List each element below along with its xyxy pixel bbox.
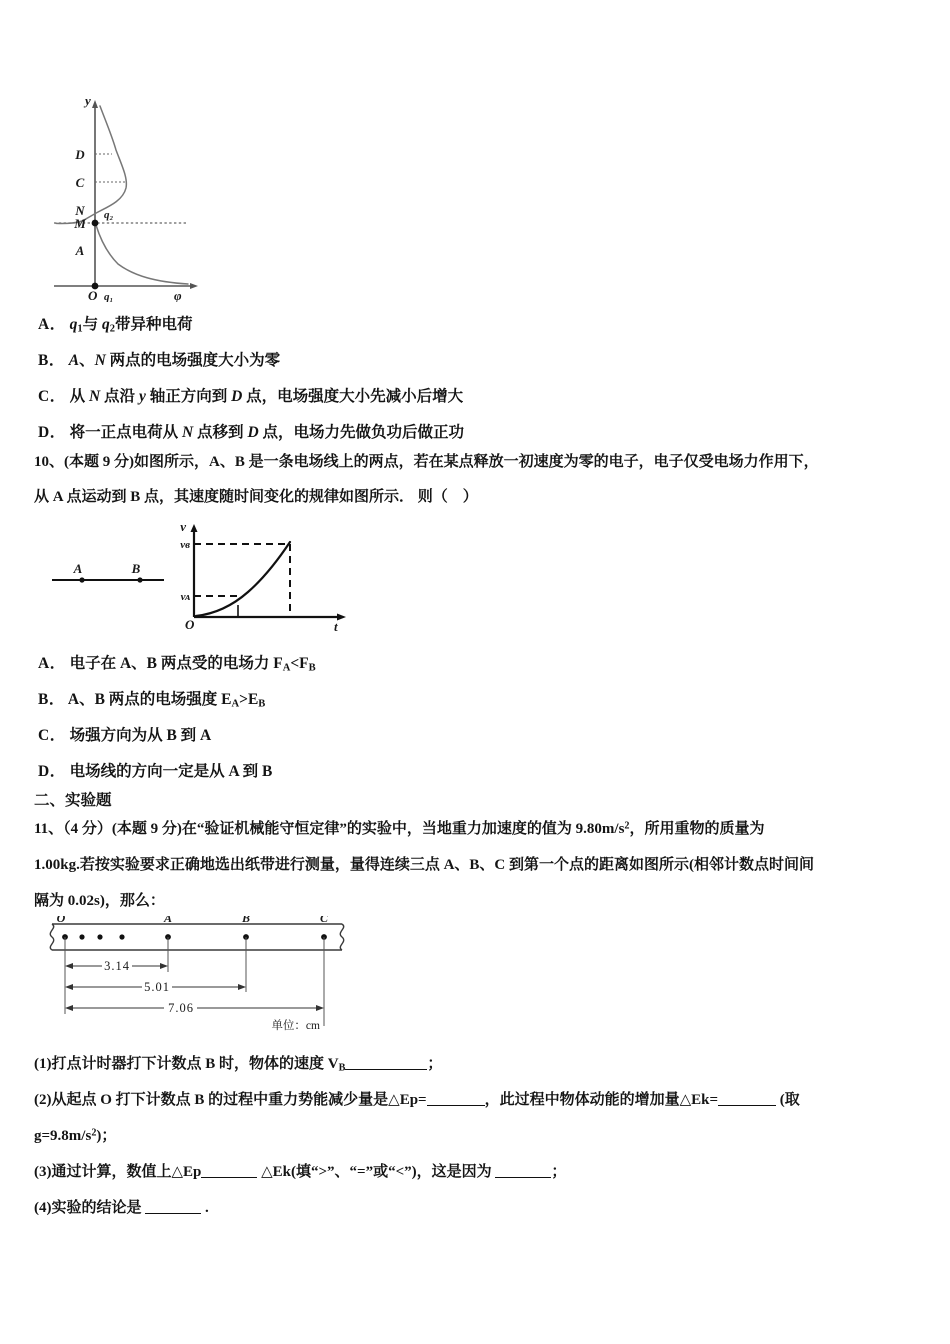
q9-option-C (38, 384, 463, 406)
vt-x-axis-arrow (337, 614, 346, 621)
q9-option-B-text: A、N 两点的电场强度大小为零 (68, 352, 281, 369)
q11-stem-line2: 1.00kg.若按实验要求正确地选出纸带进行测量，量得连续三点 A、B、C 到第一个点的距离如图所示(相邻计数点时间间 (34, 857, 815, 873)
dimension-5-01-value: 5.01 (144, 980, 170, 994)
fig1-point-A-label: A (75, 243, 85, 258)
q11-sub4: (4)实验的结论是 . (34, 1200, 209, 1216)
q10-stem-line1: 10、(本题 9 分)如图所示，A、B 是一条电场线上的两点，若在某点释放一初速度为零的电子，电子仅受电场力作用下， (34, 454, 819, 470)
fig2-point-A-label: A (73, 561, 83, 576)
fig1-point-N-label: N (75, 203, 85, 218)
q10-option-A-text: 电子在 A、B 两点受的电场力 $F_A<F_B$ (69, 655, 316, 674)
q10-option-D (38, 759, 272, 781)
q10-option-B-text: A、B 两点的电场强度 $E_A>E_B$ (67, 691, 266, 710)
q9-option-C-letter: C． (38, 388, 66, 405)
q11-sub1: (1)打点计时器打下计数点 B 时，物体的速度 $V_B$ ； (34, 1056, 443, 1074)
tape-left-torn-edge (50, 924, 53, 950)
q11-sub2: (2)从起点 O 打下计数点 B 的过程中重力势能减少量是△Ep= ，此过程中物体动能的增加量△Ek= (取 (34, 1092, 800, 1108)
fig2-point-B-label: B (131, 561, 141, 576)
q11-stem-line3: 隔为 0.02s)，那么： (34, 893, 165, 909)
vt-y-axis-arrow (191, 524, 198, 532)
fig1-origin-label: O (88, 288, 98, 302)
tape-label-A: A (163, 916, 173, 925)
q10-option-D-text: 电场线的方向一定是从 A 到 B (69, 763, 273, 780)
figure-potential-vs-y (40, 92, 230, 302)
q10-option-B (38, 687, 265, 710)
q10-option-C-letter: C． (38, 727, 66, 744)
dimension-5-01 (65, 980, 246, 994)
q9-option-A-letter: A． (38, 316, 66, 333)
q11-sub3: (3)通过计算，数值上△Ep △Ek(填“>”、“=”或“<”)，这是因为 ； (34, 1164, 567, 1180)
fig1-point-M-label: M (74, 216, 86, 231)
tape-label-O: O (56, 916, 66, 925)
figure2-svg (42, 522, 372, 637)
figure3-svg (42, 916, 382, 1032)
dimension-3-14 (65, 959, 168, 973)
q10-stem-line2: 从 A 点运动到 B 点，其速度随时间变化的规律如图所示． 则（ ） (34, 489, 478, 505)
q10-option-B-letter: B． (38, 691, 65, 708)
curve-upper-branch (56, 106, 126, 224)
q9-option-D-letter: D． (38, 424, 66, 441)
fig1-q2-label: q₂ (104, 209, 114, 221)
fig1-phi-label: φ (174, 288, 182, 302)
fig1-point-D-label: D (75, 147, 85, 162)
dimension-7-06 (65, 1001, 324, 1015)
point-B-dot (137, 577, 142, 582)
figure-paper-tape (42, 916, 382, 1032)
phi-axis-arrow (190, 283, 198, 289)
fig1-point-C-label: C (75, 175, 85, 190)
q9-option-D-text: 将一正点电荷从 N 点移到 D 点，电场力先做负功后做正功 (69, 424, 465, 441)
vt-curve (196, 542, 290, 616)
q9-option-B (38, 348, 280, 370)
q11-sub2-cont: $g=9.8m/s^2$)； (34, 1127, 117, 1144)
fig2-vA-tick-label: vᴀ (180, 591, 190, 603)
tape-dot-1 (79, 934, 84, 939)
q10-option-C-text: 场强方向为从 B 到 A (69, 727, 212, 744)
dimension-7-06-value: 7.06 (168, 1001, 194, 1015)
fig1-y-label: y (85, 93, 91, 108)
fig1-q1-label: q₁ (104, 291, 114, 302)
figure-velocity-time (42, 522, 372, 637)
tape-label-C: C (319, 916, 329, 925)
fig2-vB-tick-label: vв (180, 539, 190, 551)
fig2-t-axis-label: t (334, 619, 338, 634)
curve-lower-branch (96, 225, 188, 284)
tape-right-torn-edge (340, 924, 343, 950)
section2-heading: 二、实验题 (34, 792, 112, 809)
tape-label-B: B (241, 916, 251, 925)
tape-dot-2 (97, 934, 102, 939)
q9-option-B-letter: B． (38, 352, 65, 369)
q9-option-A (38, 312, 193, 335)
q9-option-D (38, 420, 464, 442)
q10-option-A (38, 651, 316, 674)
q9-option-C-text: 从 N 点沿 y 轴正方向到 D 点，电场强度大小先减小后增大 (69, 388, 464, 405)
fig2-v-axis-label: v (180, 522, 186, 534)
y-axis-arrow (92, 100, 98, 108)
q10-option-D-letter: D． (38, 763, 66, 780)
q10-option-A-letter: A． (38, 655, 66, 672)
tape-unit-label: 单位：cm (271, 1020, 320, 1032)
dimension-3-14-value: 3.14 (104, 959, 130, 973)
point-M-dot (92, 220, 99, 227)
tape-dot-3 (119, 934, 124, 939)
q10-option-C (38, 723, 211, 745)
q11-stem-line1: 11、（4 分）(本题 9 分)在“验证机械能守恒定律”的实验中，当地重力加速度的值为 $9.80m/s^2$，所用重物的质量为 (34, 820, 765, 837)
q9-option-A-text: $q_1$与 $q_2$带异种电荷 (69, 316, 193, 335)
fig2-origin-label: O (185, 617, 195, 632)
point-A-dot (79, 577, 84, 582)
figure1-svg (40, 92, 230, 302)
